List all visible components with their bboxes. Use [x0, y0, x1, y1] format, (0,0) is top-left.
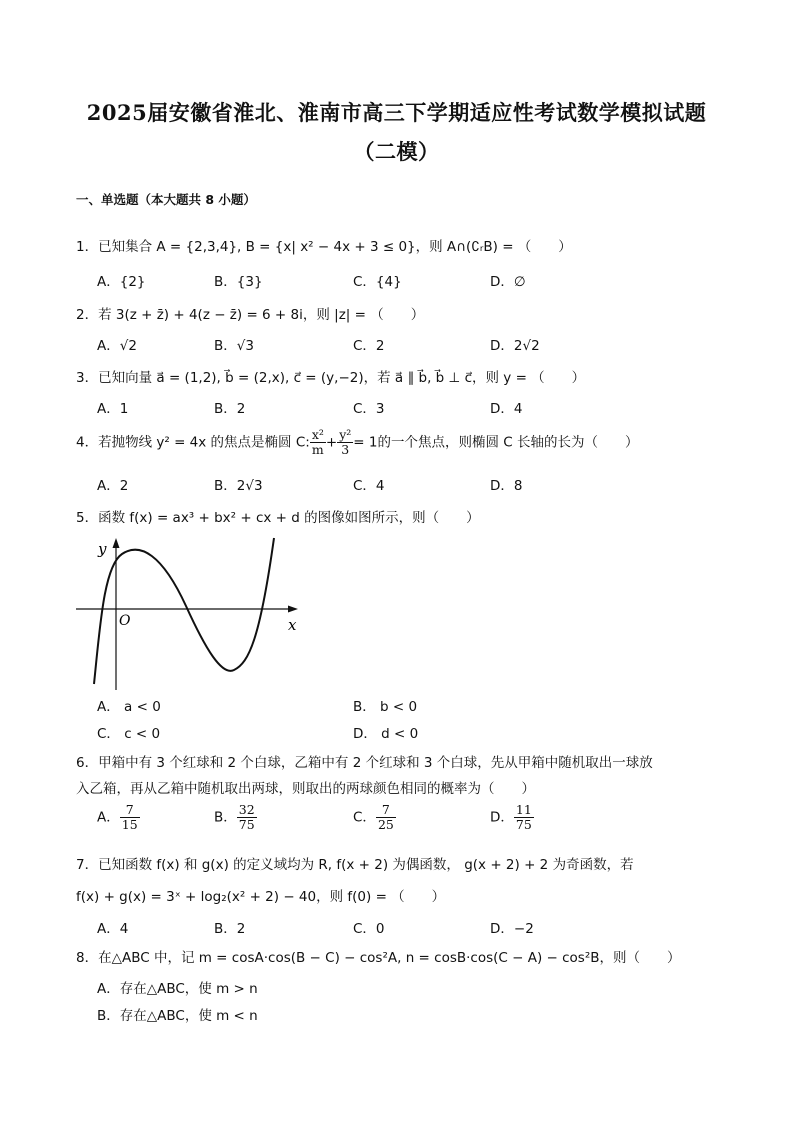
- q4-option-c: C．4: [353, 478, 385, 494]
- section-heading: 一、单选题（本大题共 8 小题）: [76, 192, 256, 207]
- q6-a-numerator: 7: [120, 803, 140, 818]
- q5-option-d: D． d < 0: [353, 726, 419, 742]
- y-axis-label: y: [98, 540, 107, 558]
- q6-b-denominator: 75: [238, 817, 255, 832]
- q4-option-b: B．2√3: [214, 478, 263, 494]
- origin-label: O: [119, 613, 131, 629]
- q4-option-d: D．8: [490, 478, 523, 494]
- q2-option-a: A．√2: [97, 338, 137, 354]
- q4-fraction-x: [310, 428, 326, 457]
- exam-title: 2025届安徽省淮北、淮南市高三下学期适应性考试数学模拟试题: [86, 100, 707, 125]
- q6-a-denominator: 15: [121, 817, 138, 832]
- q1-option-d: D．∅: [490, 274, 526, 290]
- q6-d-denominator: 75: [515, 817, 532, 832]
- exam-subtitle: （二模）: [353, 139, 440, 164]
- question-1-stem: 1．已知集合 A = {2,3,4}, B = {x| x² − 4x + 3 ≤ 0}，则 A∩(∁ᵣB) = （ ）: [76, 239, 572, 255]
- x-axis-arrow: [288, 606, 298, 613]
- q4-frac2-numerator: y²: [339, 427, 352, 442]
- q8-option-a: A．存在△ABC，使 m > n: [97, 981, 258, 997]
- q4-plus: +: [325, 434, 338, 451]
- q4-frac1-numerator: x²: [311, 427, 324, 442]
- q6-option-c-letter: C．: [353, 809, 376, 826]
- q8-option-b: B．存在△ABC，使 m < n: [97, 1008, 258, 1024]
- question-7-stem-line2: f(x) + g(x) = 3ˣ + log₂(x² + 2) − 40，则 f(0) = （ ）: [76, 889, 446, 905]
- q3-option-a: A．1: [97, 401, 129, 417]
- q4-fraction-y: [337, 428, 353, 457]
- q6-option-c: [353, 803, 396, 832]
- q6-option-a-fraction: [120, 803, 140, 832]
- q2-option-c: C．2: [353, 338, 385, 354]
- question-3-stem: 3．已知向量 a⃗ = (1,2), b⃗ = (2,x), c⃗ = (y,−2)，若 a⃗ ∥ b⃗, b⃗ ⊥ c⃗，则 y = （ ）: [76, 370, 586, 386]
- q7-option-d: D．−2: [490, 921, 534, 937]
- q6-option-b-fraction: [237, 803, 257, 832]
- q1-option-c: C．{4}: [353, 274, 402, 290]
- question-7-stem-line1: 7．已知函数 f(x) 和 g(x) 的定义域均为 R, f(x + 2) 为偶函数， g(x + 2) + 2 为奇函数，若: [76, 857, 634, 873]
- q6-option-c-fraction: [376, 803, 396, 832]
- y-axis-arrow: [113, 538, 120, 548]
- question-8-stem: 8．在△ABC 中，记 m = cosA·cos(B − C) − cos²A, n = cosB·cos(C − A) − cos²B，则（ ）: [76, 950, 681, 966]
- question-6-stem-line1: 6．甲箱中有 3 个红球和 2 个白球，乙箱中有 2 个红球和 3 个白球，先从甲箱中随机取出一球放: [76, 755, 653, 771]
- q3-option-b: B．2: [214, 401, 246, 417]
- question-5-stem: 5．函数 f(x) = ax³ + bx² + cx + d 的图像如图所示，则（ ）: [76, 510, 480, 526]
- q3-option-c: C．3: [353, 401, 385, 417]
- q4-stem-end: = 1的一个焦点，则椭圆 C 长轴的长为（ ）: [353, 434, 639, 451]
- q6-d-numerator: 11: [515, 802, 532, 817]
- q6-option-d: [490, 803, 534, 832]
- q5-option-a: A． a < 0: [97, 699, 161, 715]
- cubic-function-graph: [74, 536, 300, 690]
- q6-b-numerator: 32: [238, 802, 255, 817]
- x-axis-label: x: [288, 616, 297, 634]
- q3-option-d: D．4: [490, 401, 523, 417]
- q7-option-b: B．2: [214, 921, 246, 937]
- q2-option-b: B．√3: [214, 338, 254, 354]
- q6-c-denominator: 25: [377, 817, 394, 832]
- question-4-stem: [76, 428, 638, 457]
- q6-option-d-letter: D．: [490, 809, 514, 826]
- q6-option-b-letter: B．: [214, 809, 237, 826]
- q1-option-a: A．{2}: [97, 274, 146, 290]
- q4-frac1-denominator: m: [311, 442, 324, 457]
- q5-option-b: B． b < 0: [353, 699, 418, 715]
- q7-option-a: A．4: [97, 921, 129, 937]
- question-6-stem-line2: 入乙箱，再从乙箱中随机取出两球，则取出的两球颜色相同的概率为（ ）: [76, 781, 535, 797]
- q6-option-a: [97, 803, 140, 832]
- q7-option-c: C．0: [353, 921, 385, 937]
- q4-option-a: A．2: [97, 478, 129, 494]
- q4-stem-start: 4．若抛物线 y² = 4x 的焦点是椭圆 C:: [76, 434, 310, 451]
- q5-option-c: C． c < 0: [97, 726, 161, 742]
- q6-option-b: [214, 803, 257, 832]
- function-curve: [94, 538, 274, 684]
- q6-option-a-letter: A．: [97, 809, 120, 826]
- q6-option-d-fraction: [514, 803, 534, 832]
- q6-c-numerator: 7: [376, 803, 396, 818]
- q2-option-d: D．2√2: [490, 338, 540, 354]
- q4-frac2-denominator: 3: [341, 442, 350, 457]
- q1-option-b: B．{3}: [214, 274, 263, 290]
- question-2-stem: 2．若 3(z + z̄) + 4(z − z̄) = 6 + 8i，则 |z| = （ ）: [76, 307, 425, 323]
